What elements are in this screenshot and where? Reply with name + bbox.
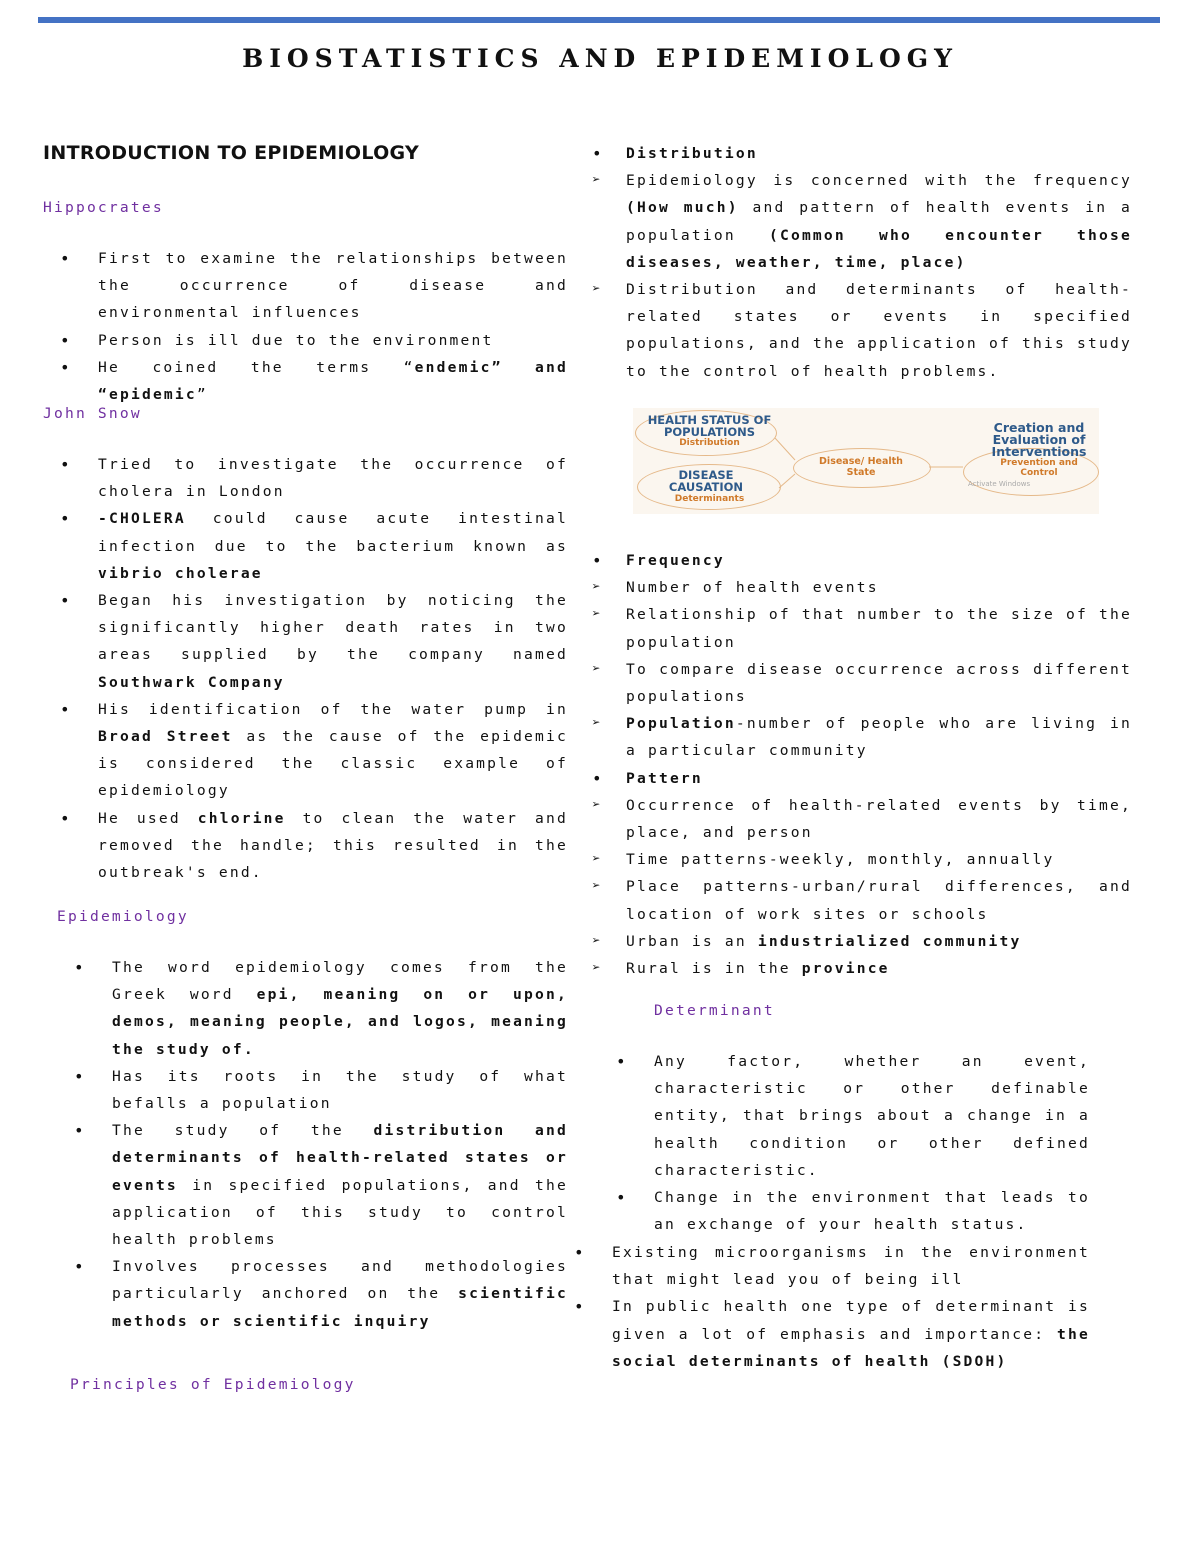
list-item: • He used chlorine to clean the water and removed the handle; this resulted in the outbreak's end. xyxy=(98,805,568,887)
list-item: ➢ To compare disease occurrence across different populations xyxy=(626,656,1132,710)
diagram-sub-prevention: Prevention and Control xyxy=(1000,458,1078,478)
diagram-label-interventions: Creation and Evaluation of Interventions xyxy=(991,420,1087,459)
list-item: • Frequency xyxy=(626,547,1132,574)
list-item: • His identification of the water pump in Broad Street as the cause of the epidemic is considered the classic example of epidemiology xyxy=(98,696,568,805)
diagram-label-disease-causation: DISEASE CAUSATION xyxy=(668,468,744,494)
list-item: • Tried to investigate the occurrence of cholera in London xyxy=(98,451,568,505)
list-item: • Distribution xyxy=(626,140,1132,167)
list-item: ➢ Time patterns-weekly, monthly, annually xyxy=(626,846,1132,873)
list-item: • Person is ill due to the environment xyxy=(98,327,568,354)
document-title: BIOSTATISTICS AND EPIDEMIOLOGY xyxy=(242,44,958,73)
list-item: ➢ Rural is in the province xyxy=(626,955,1132,982)
heading-john-snow: John Snow xyxy=(43,405,142,422)
list-item: ➢ Epidemiology is concerned with the frequency (How much) and pattern of health events in a population (Common who encounter those diseases, weather, time, place) xyxy=(626,167,1132,276)
list-item: • The word epidemiology comes from the Greek word epi, meaning on or upon, demos, meaning people, and logos, meaning the study of. xyxy=(112,954,568,1063)
heading-hippocrates: Hippocrates xyxy=(43,199,164,216)
epidemiology-diagram xyxy=(633,408,1099,514)
heading-principles: Principles of Epidemiology xyxy=(70,1376,356,1393)
determinant-list-outdented xyxy=(612,1239,1090,1375)
cholera-note: • -CHOLERA could cause acute intestinal infection due to the bacterium known as vibrio cholerae xyxy=(98,505,568,587)
list-item: • Change in the environment that leads to an exchange of your health status. xyxy=(654,1184,1090,1238)
diagram-sub-distribution: Distribution xyxy=(679,438,740,448)
list-item: • Existing microorganisms in the environment that might lead you of being ill xyxy=(612,1239,1090,1293)
epidemiology-list xyxy=(112,954,568,1335)
list-item: • Involves processes and methodologies particularly anchored on the scientific methods or scientific inquiry xyxy=(112,1253,568,1335)
diagram-sub-determinants: Determinants xyxy=(674,494,745,504)
list-item: ➢ Number of health events xyxy=(626,574,1132,601)
list-item: • He coined the terms “endemic” and “epidemic” xyxy=(98,354,568,408)
john-snow-list xyxy=(98,451,568,886)
heading-epidemiology: Epidemiology xyxy=(57,908,189,925)
determinant-list xyxy=(654,1048,1090,1238)
list-item: • First to examine the relationships between the occurrence of disease and environmental influences xyxy=(98,245,568,327)
list-item: ➢ Distribution and determinants of health-related states or events in specified populations, and the application of this study to the control of health problems. xyxy=(626,276,1132,385)
list-item: • Pattern xyxy=(626,765,1132,792)
frequency-pattern-list xyxy=(626,547,1132,982)
list-item: ➢ Population-number of people who are living in a particular community xyxy=(626,710,1132,764)
list-item: ➢ Urban is an industrialized community xyxy=(626,928,1132,955)
distribution-list xyxy=(626,140,1132,385)
heading-determinant: Determinant xyxy=(654,1002,775,1019)
diagram-label-disease-state: Disease/ Health State xyxy=(819,456,903,478)
list-item: • Began his investigation by noticing the significantly higher death rates in two areas supplied by the company named Southwark Company xyxy=(98,587,568,696)
activate-windows-watermark: Activate Windows xyxy=(968,480,1031,488)
list-item: ➢ Occurrence of health-related events by time, place, and person xyxy=(626,792,1132,846)
diagram-label-health-status: HEALTH STATUS OF POPULATIONS xyxy=(647,413,772,439)
list-item: ➢ Relationship of that number to the size of the population xyxy=(626,601,1132,655)
list-item: ➢ Place patterns-urban/rural differences, and location of work sites or schools xyxy=(626,873,1132,927)
list-item: • The study of the distribution and determinants of health-related states or events in specified populations, and the application of this study to control health problems xyxy=(112,1117,568,1253)
hippocrates-list xyxy=(98,245,568,408)
header-rule xyxy=(38,17,1160,23)
list-item: • Has its roots in the study of what befalls a population xyxy=(112,1063,568,1117)
list-item: • Any factor, whether an event, characteristic or other definable entity, that brings about a change in a health condition or other defined characteristic. xyxy=(654,1048,1090,1184)
list-item: • In public health one type of determinant is given a lot of emphasis and importance: the social determinants of health (SDOH) xyxy=(612,1293,1090,1375)
section-title: INTRODUCTION TO EPIDEMIOLOGY xyxy=(43,142,420,164)
